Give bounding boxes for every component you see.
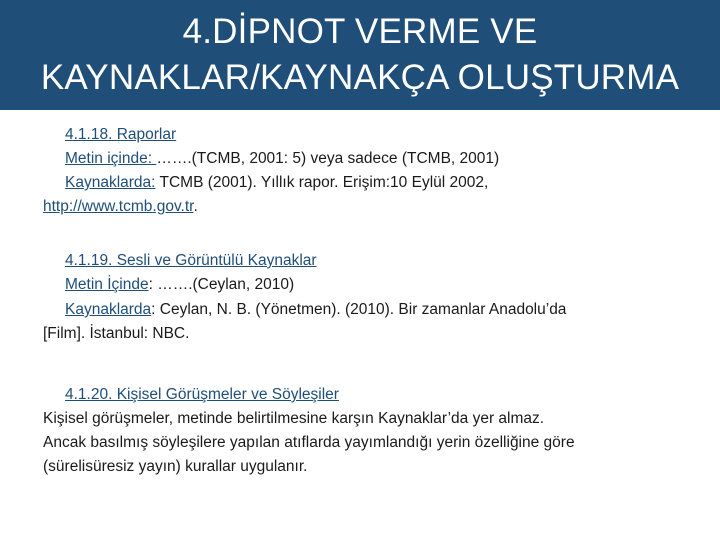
section-heading-kisisel-gorusmeler[interactable]: 4.1.20. Kişisel Görüşmeler ve Söyleşiler [65, 386, 339, 403]
body-line: (sürelisüresiz yayın) kurallar uygulanır. [43, 458, 308, 475]
intext-label[interactable]: Metin İçinde [65, 276, 149, 293]
reference-example-raporlar [65, 172, 488, 194]
intext-example-raporlar [65, 148, 499, 170]
reference-continuation: [Film]. İstanbul: NBC. [43, 325, 190, 342]
intext-label[interactable]: Metin içinde: [65, 150, 157, 167]
section-heading-sesli-goruntulu[interactable]: 4.1.19. Sesli ve Görüntülü Kaynaklar [65, 252, 317, 269]
reference-label[interactable]: Kaynaklarda [65, 301, 152, 318]
intext-text: : …….(Ceylan, 2010) [148, 276, 295, 293]
reference-label[interactable]: Kaynaklarda: [65, 174, 156, 191]
intext-text: …….(TCMB, 2001: 5) veya sadece (TCMB, 2001) [156, 150, 500, 167]
title-line-2: KAYNAKLAR/KAYNAKÇA OLUŞTURMA [40, 58, 680, 97]
section-heading-raporlar[interactable]: 4.1.18. Raporlar [65, 126, 177, 143]
tcmb-url-link[interactable]: http://www.tcmb.gov.tr [43, 198, 194, 215]
reference-text: : Ceylan, N. B. (Yönetmen). (2010). Bir zamanlar Anadolu’da [151, 301, 567, 318]
title-line-1: 4.DİPNOT VERME VE [182, 12, 538, 51]
body-line: Kişisel görüşmeler, metinde belirtilmesine karşın Kaynaklar’da yer almaz. [43, 410, 545, 427]
reference-example-sesli [65, 299, 566, 321]
intext-example-sesli [65, 274, 294, 296]
title-bar [0, 0, 720, 110]
reference-text: TCMB (2001). Yıllık rapor. Erişim:10 Eylül 2002, [155, 174, 489, 191]
reference-url-row: http://www.tcmb.gov.tr. [43, 198, 198, 215]
body-line: Ancak basılmış söyleşilere yapılan atıflarda yayımlandığı yerin özelliğine göre [43, 434, 575, 451]
